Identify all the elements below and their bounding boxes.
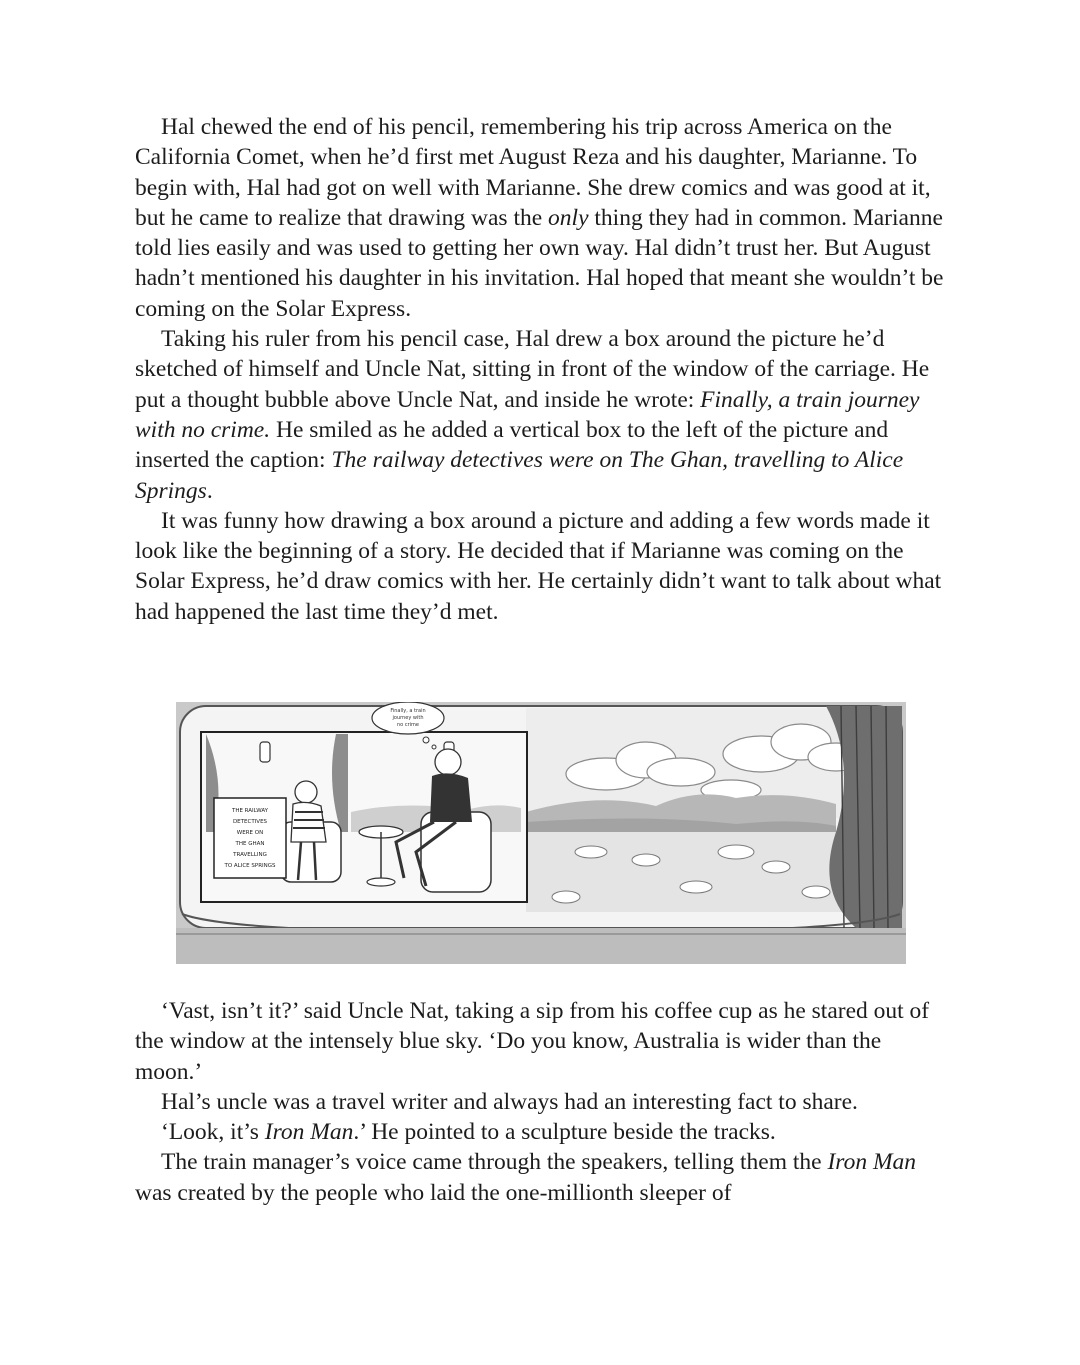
- caption-line: TRAVELLING: [233, 852, 267, 858]
- paragraph: ‘Vast, isn’t it?’ said Uncle Nat, taking a sip from his coffee cup as he stared out of the window at the intensely blue sky. ‘Do you know, Australia is wider than the moon.’: [135, 998, 930, 1085]
- paragraph: Taking his ruler from his pencil case, Hal drew a box around the picture he’d sketched of himself and Uncle Nat, sitting in front of the window of the carriage. He put a thought bubble above Uncle Nat, and inside he wrote: Finally, a train journey with no crime. He smiled as he added a vertical box to the left of the picture and inserted the caption: The railway detectives were on The Ghan, travelling to Alice Springs.: [135, 326, 930, 504]
- page-text-lower: [135, 996, 950, 1208]
- paragraph: It was funny how drawing a box around a picture and adding a few words made it look like the beginning of a story. He decided that if Marianne was coming on the Solar Express, he’d draw comics with her. He certainly didn’t want to talk about what had happened the last time they’d met.: [135, 507, 942, 625]
- caption-line: THE RAILWAY: [231, 808, 269, 814]
- bubble-line: Finally, a train: [390, 708, 426, 714]
- bubble-line: journey with: [392, 715, 424, 721]
- paragraph: The train manager’s voice came through the speakers, telling them the Iron Man was created by the people who laid the one-millionth sleeper of: [135, 1149, 917, 1206]
- paragraph: Hal’s uncle was a travel writer and always had an interesting fact to share.: [161, 1088, 858, 1115]
- caption-line: WERE ON: [236, 830, 264, 836]
- comic-illustration: [176, 702, 906, 964]
- bubble-line: no crime: [397, 722, 419, 728]
- caption-box: [214, 798, 286, 878]
- caption-line: THE GHAN: [235, 841, 265, 847]
- caption-line: DETECTIVES: [232, 819, 268, 825]
- page-text-upper: [135, 112, 950, 627]
- paragraph: Hal chewed the end of his pencil, remembering his trip across America on the California Comet, when he’d first met August Reza and his daughter, Marianne. To begin with, Hal had got on well with Marianne. She drew comics and was good at it, but he came to realize that drawing was the only thing they had in common. Marianne told lies easily and was used to getting her own way. Hal didn’t trust her. But August hadn’t mentioned his daughter in his invitation. Hal hoped that meant she wouldn’t be coming on the Solar Express.: [135, 114, 944, 322]
- paragraph: ‘Look, it’s Iron Man.’ He pointed to a sculpture beside the tracks.: [161, 1119, 776, 1146]
- caption-line: TO ALICE SPRINGS: [224, 863, 276, 869]
